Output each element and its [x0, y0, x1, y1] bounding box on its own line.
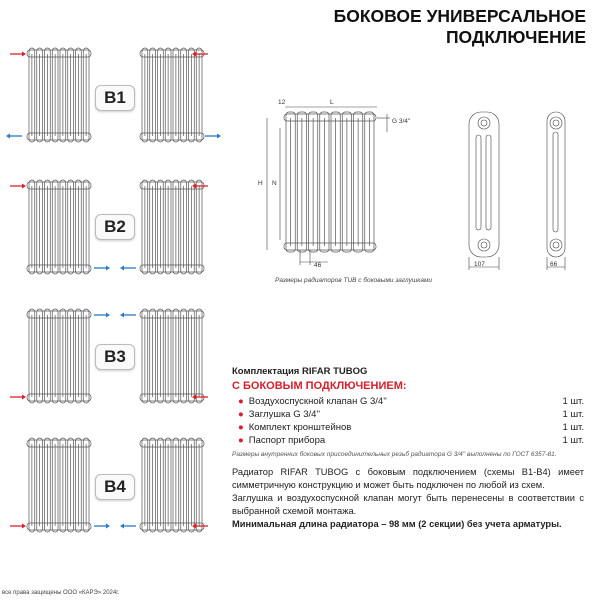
kit-item-name: Комплект кронштейнов — [248, 422, 352, 433]
return-arrow-icon — [120, 524, 136, 529]
dim-N: N — [272, 180, 277, 187]
kit-item-name: Заглушка G 3/4'' — [248, 409, 321, 420]
kit-item-qty: 1 шт. — [562, 422, 584, 433]
dim-L: L — [330, 99, 334, 106]
radiator — [140, 180, 204, 274]
scheme-label-b1: B1 — [95, 85, 135, 111]
radiator-front-view — [284, 112, 376, 252]
scheme-label-b3: B3 — [95, 344, 135, 370]
kit-item: ● Паспорт прибора 1 шт. — [238, 435, 584, 446]
kit-item-qty: 1 шт. — [562, 396, 584, 407]
drawing-caption: Размеры радиаторов TUB с боковыми заглушками — [275, 277, 433, 284]
description-p3: Минимальная длина радиатора – 98 мм (2 секции) без учета арматуры. — [232, 519, 562, 529]
kit-item: ● Воздухоспускной клапан G 3/4'' 1 шт. — [238, 396, 584, 407]
return-arrow-icon — [94, 266, 110, 271]
kit-item: ● Комплект кронштейнов 1 шт. — [238, 422, 584, 433]
kit-item-qty: 1 шт. — [562, 435, 584, 446]
kit-item: ● Заглушка G 3/4'' 1 шт. — [238, 409, 584, 420]
kit-heading: Комплектация RIFAR TUBOG — [232, 366, 368, 377]
radiator — [27, 180, 91, 274]
kit-item-qty: 1 шт. — [562, 409, 584, 420]
description-p1: Радиатор RIFAR TUBOG с боковым подключением (схемы B1-B4) имеет симметричную конструкцию и может быть подключен по любой из схем. — [232, 467, 584, 490]
dim-66: 66 — [550, 261, 558, 268]
radiator — [27, 48, 91, 142]
supply-arrow-icon — [10, 524, 26, 529]
supply-arrow-icon — [10, 52, 26, 57]
kit-section — [232, 366, 584, 458]
radiator — [140, 438, 204, 532]
dim-46: 46 — [314, 262, 322, 269]
scheme-label-b2: B2 — [95, 214, 135, 240]
dimension-drawing — [250, 90, 600, 280]
dim-12: 12 — [278, 99, 286, 106]
copyright: все права защищены ООО «КАРЭ» 2024г. — [2, 590, 120, 596]
radiator — [27, 309, 91, 403]
supply-arrow-icon — [10, 395, 26, 400]
dim-H: H — [258, 180, 263, 187]
dim-thread: G 3/4'' — [392, 118, 411, 125]
page-title — [334, 6, 586, 48]
return-arrow-icon — [6, 134, 22, 139]
radiator — [140, 309, 204, 403]
return-arrow-icon — [94, 524, 110, 529]
description-p2: Заглушка и воздухоспускной клапан могут быть перенесены в соответствии с выбранной схемой монтажа. — [232, 493, 584, 516]
kit-item-name: Воздухоспускной клапан G 3/4'' — [248, 396, 387, 407]
radiator — [27, 438, 91, 532]
scheme-label-b4: B4 — [95, 474, 135, 500]
return-arrow-icon — [94, 313, 110, 318]
description — [232, 466, 584, 531]
kit-note: Размеры внутренних боковых присоединительных резьб радиатора G 3/4'' выполнены по ГОСТ 6357-81. — [232, 451, 557, 458]
radiator — [284, 112, 376, 252]
supply-arrow-icon — [10, 184, 26, 189]
title-line-1: БОКОВОЕ УНИВЕРСАЛЬНОЕ — [333, 6, 586, 26]
dim-107: 107 — [474, 261, 485, 268]
radiator — [140, 48, 204, 142]
return-arrow-icon — [120, 313, 136, 318]
kit-item-name: Паспорт прибора — [248, 435, 326, 446]
kit-subheading: С БОКОВЫМ ПОДКЛЮЧЕНИЕМ: — [232, 380, 407, 392]
return-arrow-icon — [120, 266, 136, 271]
return-arrow-icon — [205, 134, 221, 139]
title-line-2: ПОДКЛЮЧЕНИЕ — [445, 27, 586, 47]
